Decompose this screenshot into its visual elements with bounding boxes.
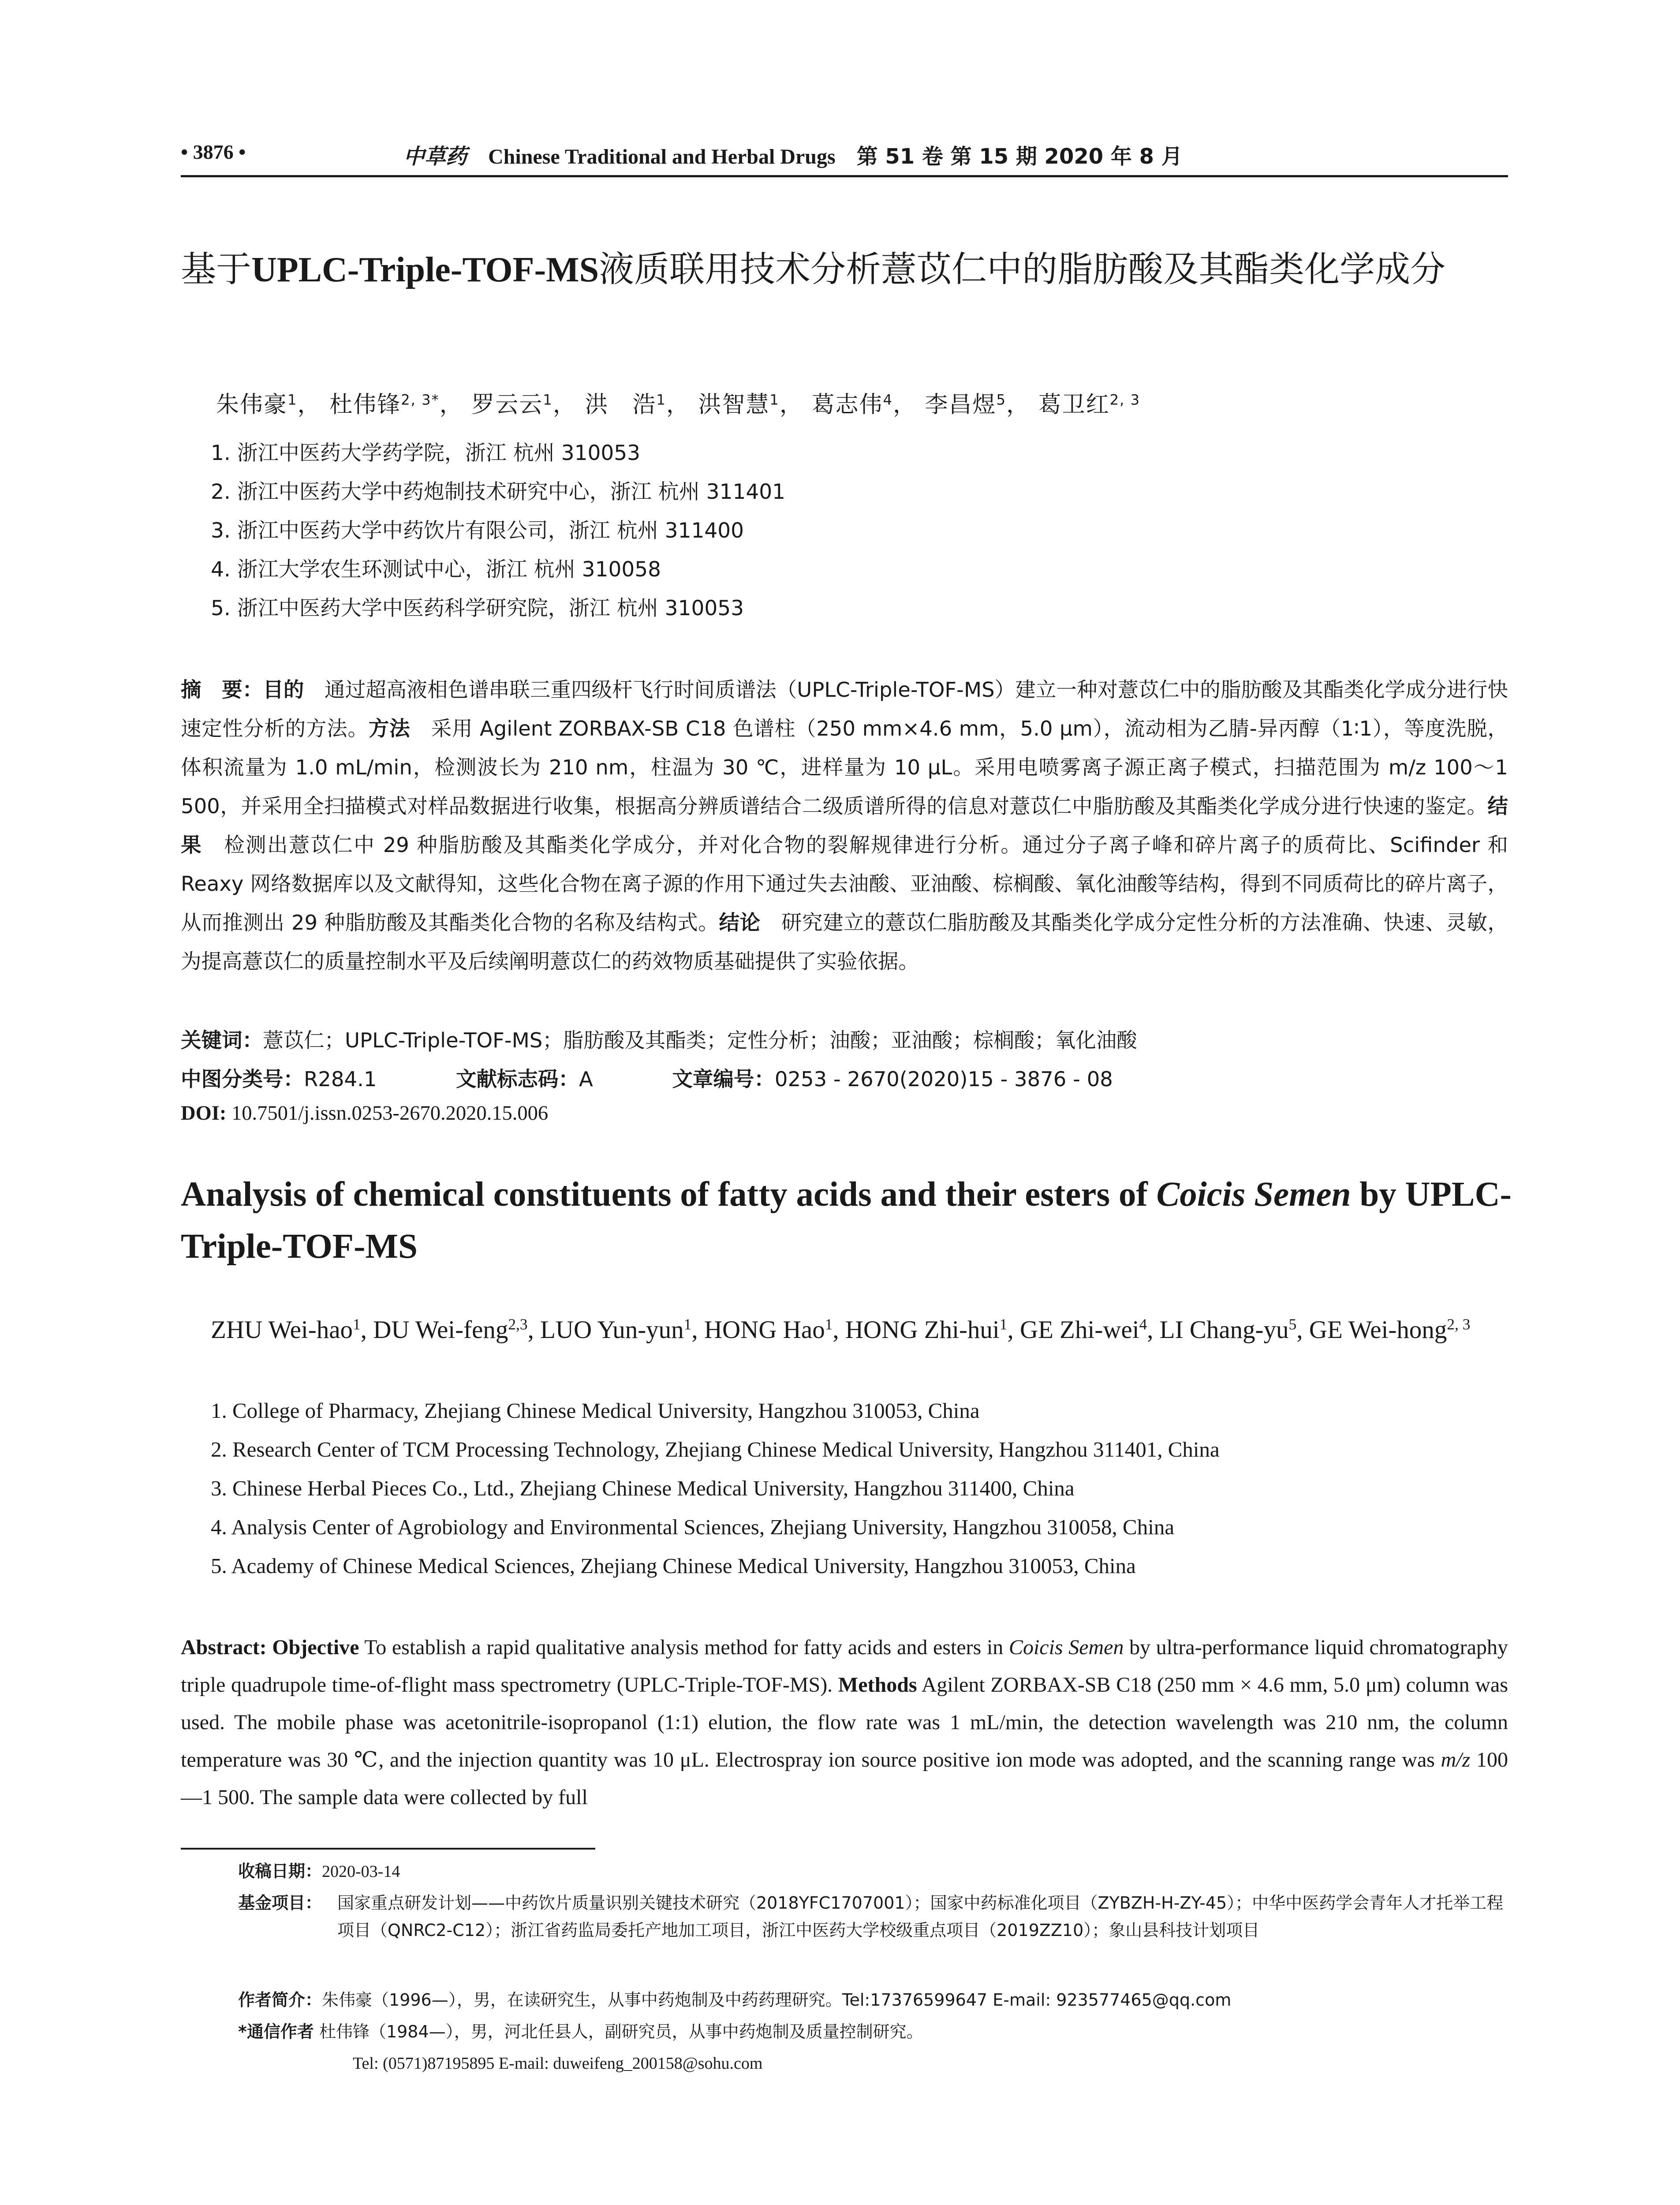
received-date: 2020-03-14 [322,1862,400,1881]
en-methods-b: 100—1 500. The sample data were collected by full [181,1748,1508,1809]
en-title-part2: by UPLC-Triple-TOF-MS [181,1175,1512,1266]
cn-affiliation: 1. 浙江中医药大学药学院，浙江 杭州 310053 [211,441,641,465]
cn-affiliation: 3. 浙江中医药大学中药饮片有限公司，浙江 杭州 311400 [211,519,744,543]
cn-author: 葛卫红 [1038,392,1110,418]
cn-affiliation: 4. 浙江大学农生环测试中心，浙江 杭州 310058 [211,557,661,582]
cn-author-sup: 1 [769,391,780,408]
header-rule [181,175,1508,177]
cn-objective: 通过超高液相色谱串联三重四级杆飞行时间质谱法（UPLC-Triple-TOF-MS）建立一种对薏苡仁中的脂肪酸及其酯类化学成分进行快速定性分析的方法。 [181,678,1508,740]
doi-line [181,1102,548,1125]
cn-author-sup: 2, 3* [401,391,440,408]
cn-methods-label: 方法 [368,717,411,740]
journal-en-name: Chinese Traditional and Herbal Drugs [488,145,836,168]
en-abstract-label: Abstract: Objective [181,1636,359,1659]
cn-objective-label: 目的 [263,678,304,702]
cn-title-part2: 液质联用技术分析薏苡仁中的脂肪酸及其酯类化学成分 [599,249,1446,290]
cn-conclusion: 研究建立的薏苡仁脂肪酸及其酯类化学成分定性分析的方法准确、快速、灵敏，为提高薏苡仁的质量控制水平及后续阐明薏苡仁的药效物质基础提供了实验依据。 [181,911,1508,973]
en-author-list: ZHU Wei-hao$^1$, DU Wei-feng$^{2,3}$, LUO Yun-yun$^1$, HONG Hao$^1$, HONG Zhi-hui$^1$, GE Zhi-wei$^4$, LI Chang-$yu^5$, GE Wei-hong$^{2, 3}$ [211,1316,1471,1344]
en-author: LI Chang-yu [1159,1316,1289,1344]
cn-author: 罗云云 [471,392,543,418]
en-affiliation: 5. Academy of Chinese Medical Sciences, Zhejiang Chinese Medical University, Hangzhou 310053, China [211,1554,1136,1578]
clc-label: 中图分类号： [181,1067,304,1091]
cn-author-sup: 2, 3 [1109,391,1141,408]
en-author: ZHU Wei-hao [211,1316,353,1344]
en-author-sup: 1 [825,1316,833,1333]
cn-author-list: 朱伟豪$^1$， 杜伟锋$^{2, 3*}$， 罗云云$^1$， 洪 浩$^1$， 洪智慧$^1$， 葛志伟$^4$， 李昌煜$^5$， 葛卫红$^{2, 3}$ [216,391,1141,418]
journal-cn-name: 中草药 [403,144,467,169]
en-methods-a: Agilent ZORBAX-SB C18 (250 mm × 4.6 mm, 5.0 μm) column was used. The mobile phase was acetonitrile-isopropanol (1:1) elution, the flow rate was 1 mL/min, the detection wavelength was 210 nm, the column temperature was 30 ℃, and the injection quantity was 10 μL. Electrospray ion source positive ion mode was adopted, and the scanning range was [181,1673,1508,1771]
article-no-value: 0253 - 2670(2020)15 - 3876 - 08 [774,1067,1113,1091]
cn-keywords-text: 薏苡仁；UPLC-Triple-TOF-MS；脂肪酸及其酯类；定性分析；油酸；亚油酸；棕榈酸；氧化油酸 [263,1028,1137,1052]
en-title [181,1169,1526,1273]
cn-methods: 采用 Agilent ZORBAX-SB C18 色谱柱（250 mm×4.6 mm，5.0 μm），流动相为乙腈-异丙醇（1∶1），等度洗脱，体积流量为 1.0 mL/min，检测波长为 210 nm，柱温为 30 ℃，进样量为 10 μL。采用电喷雾离子源正离子模式，扫描范围为 m/z 100～1 500，并采用全扫描模式对样品数据进行收集，根据高分辨质谱结合二级质谱所得的信息对薏苡仁中脂肪酸及其酯类化学成分进行快速的鉴定。 [181,717,1508,818]
en-author: HONG Zhi-hui [845,1316,1000,1344]
en-author: LUO Yun-yun [540,1316,684,1344]
cn-abstract [181,670,1508,981]
en-title-part1: Analysis of chemical constituents of fatty acids and their esters of [181,1175,1157,1214]
author-bio: 朱伟豪（1996—），男，在读研究生，从事中药炮制及中药药理研究。Tel:17376599647 E-mail: 923577465@qq.com [322,1990,1232,2010]
cn-title-method: UPLC-Triple-TOF-MS [251,250,599,289]
corr-text: 杜伟锋（1984—），男，河北任县人，副研究员，从事中药炮制及质量控制研究。 [314,2022,923,2041]
cn-author-sup: 1 [543,391,553,408]
en-affiliation: 4. Analysis Center of Agrobiology and Environmental Sciences, Zhejiang University, Hangzhou 310058, China [211,1515,1175,1539]
cn-author-sup: 1 [287,391,298,408]
cn-affiliation: 5. 浙江中医药大学中医药科学研究院，浙江 杭州 310053 [211,596,744,620]
journal-header [403,139,1183,170]
cn-classification-line [181,1063,1113,1092]
fund-label: 基金项目： [238,1893,322,1913]
en-author: GE Wei-hong [1309,1316,1447,1344]
cn-results: 检测出薏苡仁中 29 种脂肪酸及其酯类化学成分，并对化合物的裂解规律进行分析。通过分子离子峰和碎片离子的质荷比、Scifinder 和 Reaxy 网络数据库以及文献得知，这些化合物在离子源的作用下通过失去油酸、亚油酸、棕榈酸、氧化油酸等结构，得到不同质荷比的碎片离子，从而推测出 29 种脂肪酸及其酯类化合物的名称及结构式。 [181,833,1508,934]
cn-author-sup: 1 [656,391,666,408]
cn-author: 杜伟锋 [329,392,401,418]
en-abstract [181,1629,1508,1816]
en-author-sup: 4 [1139,1316,1147,1333]
en-affiliation: 3. Chinese Herbal Pieces Co., Ltd., Zhejiang Chinese Medical University, Hangzhou 311400, China [211,1476,1075,1500]
en-methods-label: Methods [838,1673,917,1697]
en-affiliation: 1. College of Pharmacy, Zhejiang Chinese Medical University, Hangzhou 310053, China [211,1398,980,1423]
en-objective-b: by ultra-performance liquid chromatography triple quadrupole time-of-flight mass spectrometry (UPLC-Triple-TOF-MS). [181,1636,1508,1697]
footnote-fund [238,1889,1512,1944]
en-author: GE Zhi-wei [1019,1316,1139,1344]
en-author: HONG Hao [704,1316,825,1344]
en-author-sup: 1 [999,1316,1008,1333]
en-author-sup: 5 [1288,1316,1297,1333]
cn-author: 洪智慧 [698,392,770,418]
en-author-sup: 1 [353,1316,361,1333]
en-objective-a: To establish a rapid qualitative analysis method for fatty acids and esters in [359,1636,1009,1659]
cn-author: 李昌煜 [925,392,997,418]
page-number: • 3876 • [181,141,246,163]
en-author-sup: 2, 3 [1447,1316,1471,1333]
cn-author: 葛志伟 [811,392,883,418]
en-author-sup: 2,3 [508,1316,528,1333]
fund-text: 国家重点研发计划——中药饮片质量识别关键技术研究（2018YFC1707001）；国家中药标准化项目（ZYBZH-H-ZY-45）；中华中医药学会青年人才托举工程项目（QNRC2-C12）；浙江省药监局委托产地加工项目，浙江中医药大学校级重点项目（2019ZZ10）；象山县科技计划项目 [337,1893,1504,1940]
footnote-corresponding [238,2018,923,2045]
cn-author: 洪 浩 [585,392,657,418]
cn-results-label: 结果 [181,794,1508,857]
cn-conclusion-label: 结论 [719,911,761,934]
en-author-sup: 1 [683,1316,692,1333]
cn-keywords [181,1024,1137,1054]
doi-label: DOI: [181,1102,227,1125]
cn-title [181,245,1526,295]
en-methods-italic: m/z [1441,1748,1471,1771]
footnote-author [238,1986,1231,2014]
en-author: DU Wei-feng [373,1316,508,1344]
corr-label: *通信作者 [238,2022,314,2041]
clc-value: R284.1 [304,1067,377,1091]
en-objective-italic: Coicis Semen [1008,1636,1124,1659]
journal-issue: 第 51 卷 第 15 期 2020 年 8 月 [856,144,1183,169]
doi-value: 10.7501/j.issn.0253-2670.2020.15.006 [231,1102,549,1125]
received-label: 收稿日期： [238,1861,322,1881]
en-affiliation: 2. Research Center of TCM Processing Technology, Zhejiang Chinese Medical University, Hangzhou 311401, China [211,1437,1220,1461]
doc-code-value: A [579,1067,593,1091]
en-title-italic: Coicis Semen [1156,1175,1351,1214]
cn-keywords-label: 关键词： [181,1028,263,1052]
doc-code-label: 文献标志码： [456,1067,579,1091]
footnote-rule [181,1848,595,1850]
cn-abstract-label: 摘 要： [181,678,263,702]
author-bio-label: 作者简介： [238,1990,322,2010]
corr-contact: Tel: (0571)87195895 E-mail: duweifeng_200158@sohu.com [353,2054,763,2073]
cn-title-part1: 基于 [181,249,251,290]
footnote-received [238,1857,400,1885]
article-no-label: 文章编号： [672,1067,775,1091]
cn-affiliation: 2. 浙江中医药大学中药炮制技术研究中心，浙江 杭州 311401 [211,480,786,504]
cn-author-sup: 4 [883,391,893,408]
cn-author-sup: 5 [996,391,1007,408]
cn-author: 朱伟豪 [216,392,288,418]
